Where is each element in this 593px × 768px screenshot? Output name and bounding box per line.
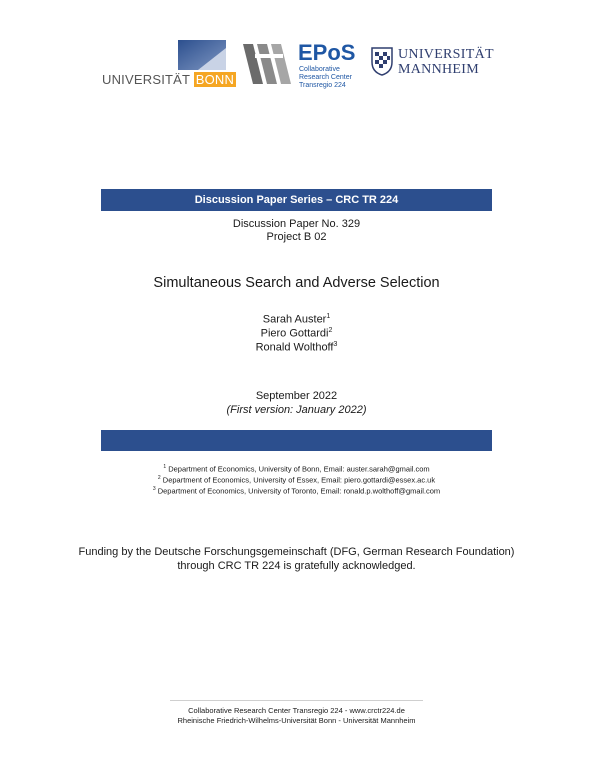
epos-subtitle-line: Collaborative [299,66,340,73]
epos-subtitle [299,66,352,90]
funding-line: Funding by the Deutsche Forschungsgemeinschaft (DFG, German Research Foundation) [78,546,515,558]
author-mark: 1 [326,313,331,320]
affiliation-line [0,464,593,474]
project-code: Project B 02 [266,231,327,243]
mannheim-wordmark [398,47,494,77]
footer-line: Collaborative Research Center Transregio 224 - www.crctr224.de [188,706,405,715]
epos-emblem-icon [241,40,297,88]
affiliation-text: Department of Economics, University of Toronto, Email: ronald.p.wolthoff@gmail.com [155,486,441,496]
bonn-prefix: UNIVERSITÄT [102,72,190,87]
author-name: Ronald Wolthoff [255,341,334,354]
bonn-logo-emblem-icon [102,40,226,72]
affiliation-text: Department of Economics, University of Essex, Email: piero.gottardi@essex.ac.uk [160,475,436,485]
author-mark: 2 [328,327,333,334]
author-name: Sarah Auster [262,313,327,326]
author-mark: 3 [333,341,338,348]
author-line [0,313,593,326]
paper-number: Discussion Paper No. 329 [232,218,361,230]
author-name: Piero Gottardi [260,327,329,340]
footer-divider [170,700,423,701]
series-banner: Discussion Paper Series – CRC TR 224 [101,189,492,211]
affiliation-mark: 2 [157,475,161,481]
footer-line: Rheinische Friedrich-Wilhelms-Universität Bonn - Universität Mannheim [177,716,416,725]
affiliation-mark: 3 [152,486,156,492]
first-version-note: (First version: January 2022) [226,404,367,416]
affiliation-text: Department of Economics, University of Bonn, Email: auster.sarah@gmail.com [166,464,430,474]
author-line [0,341,593,354]
epos-logo [241,40,359,90]
author-line [0,327,593,340]
affiliation-line [0,486,593,496]
mannheim-line2: MANNHEIM [398,62,479,77]
affiliation-line [0,475,593,485]
university-bonn-logo [102,40,235,88]
epos-subtitle-line: Transregio 224 [299,82,346,89]
mannheim-crest-icon [368,44,396,76]
university-mannheim-logo [368,44,492,80]
epos-name: EPoS [298,40,356,65]
funding-line: through CRC TR 224 is gratefully acknowledged. [177,560,416,572]
bonn-logo-wordmark [102,72,236,87]
epos-subtitle-line: Research Center [299,74,352,81]
affiliation-mark: 1 [163,464,167,470]
publication-date: September 2022 [255,390,338,402]
bonn-highlight: BONN [195,72,235,87]
divider-banner [101,430,492,451]
mannheim-line1: UNIVERSITÄT [398,47,494,62]
paper-title: Simultaneous Search and Adverse Selection [153,275,440,291]
